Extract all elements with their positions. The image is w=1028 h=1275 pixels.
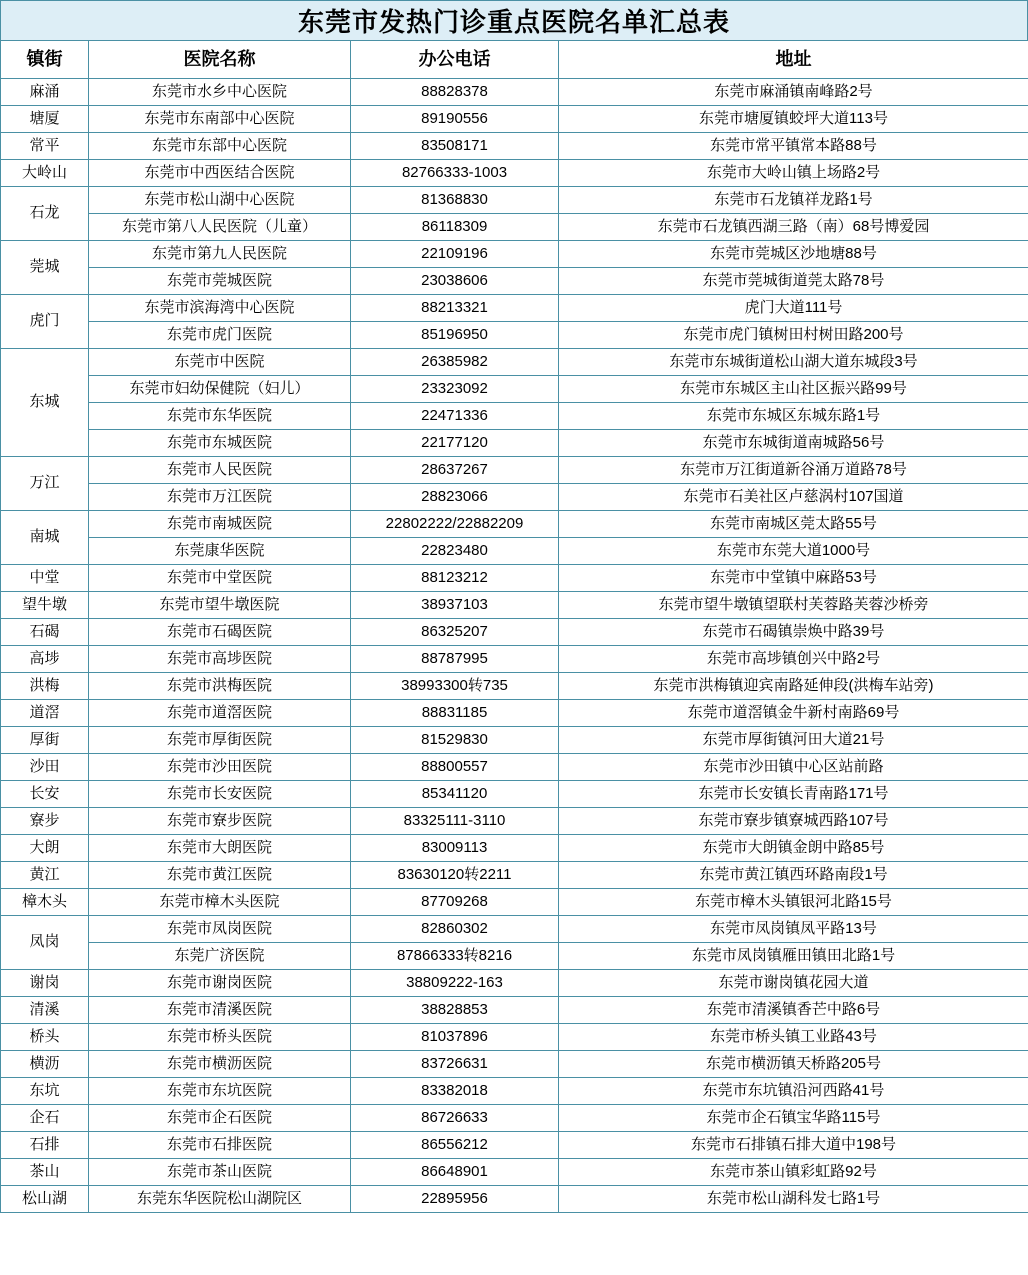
table-row xyxy=(1,835,1028,862)
cell-phone: 81368830 xyxy=(351,187,559,214)
table-row xyxy=(1,214,1028,241)
cell-phone: 83508171 xyxy=(351,133,559,160)
cell-hospital-name: 东莞市沙田医院 xyxy=(89,754,351,781)
table-row xyxy=(1,862,1028,889)
table-row xyxy=(1,403,1028,430)
table-row xyxy=(1,592,1028,619)
cell-town: 东城 xyxy=(1,349,89,457)
cell-hospital-name: 东莞市樟木头医院 xyxy=(89,889,351,916)
table-row xyxy=(1,349,1028,376)
cell-town: 谢岗 xyxy=(1,970,89,997)
cell-address: 东莞市塘厦镇蛟坪大道113号 xyxy=(559,106,1028,133)
cell-phone: 83726631 xyxy=(351,1051,559,1078)
table-row xyxy=(1,970,1028,997)
cell-hospital-name: 东莞市莞城医院 xyxy=(89,268,351,295)
cell-address: 东莞市石龙镇祥龙路1号 xyxy=(559,187,1028,214)
table-row xyxy=(1,1186,1028,1213)
cell-town: 清溪 xyxy=(1,997,89,1024)
cell-phone: 38937103 xyxy=(351,592,559,619)
cell-phone: 83382018 xyxy=(351,1078,559,1105)
cell-town: 石排 xyxy=(1,1132,89,1159)
table-row xyxy=(1,457,1028,484)
cell-address: 虎门大道111号 xyxy=(559,295,1028,322)
cell-address: 东莞市东莞大道1000号 xyxy=(559,538,1028,565)
cell-hospital-name: 东莞市企石医院 xyxy=(89,1105,351,1132)
cell-phone: 83009113 xyxy=(351,835,559,862)
cell-hospital-name: 东莞市虎门医院 xyxy=(89,322,351,349)
cell-hospital-name: 东莞市中西医结合医院 xyxy=(89,160,351,187)
table-row xyxy=(1,511,1028,538)
cell-town: 横沥 xyxy=(1,1051,89,1078)
cell-town: 道滘 xyxy=(1,700,89,727)
cell-phone: 38828853 xyxy=(351,997,559,1024)
cell-address: 东莞市莞城区沙地塘88号 xyxy=(559,241,1028,268)
cell-phone: 23323092 xyxy=(351,376,559,403)
cell-hospital-name: 东莞市第八人民医院（儿童） xyxy=(89,214,351,241)
cell-town: 莞城 xyxy=(1,241,89,295)
cell-hospital-name: 东莞市桥头医院 xyxy=(89,1024,351,1051)
table-row xyxy=(1,1105,1028,1132)
cell-address: 东莞市石排镇石排大道中198号 xyxy=(559,1132,1028,1159)
table-row xyxy=(1,889,1028,916)
table-row xyxy=(1,997,1028,1024)
cell-town: 松山湖 xyxy=(1,1186,89,1213)
cell-hospital-name: 东莞市东华医院 xyxy=(89,403,351,430)
cell-phone: 88828378 xyxy=(351,79,559,106)
cell-town: 麻涌 xyxy=(1,79,89,106)
cell-hospital-name: 东莞市高埗医院 xyxy=(89,646,351,673)
cell-phone: 87866333转8216 xyxy=(351,943,559,970)
cell-town: 沙田 xyxy=(1,754,89,781)
cell-phone: 88831185 xyxy=(351,700,559,727)
table-row xyxy=(1,133,1028,160)
cell-town: 茶山 xyxy=(1,1159,89,1186)
table-row xyxy=(1,700,1028,727)
cell-address: 东莞市道滘镇金牛新村南路69号 xyxy=(559,700,1028,727)
cell-address: 东莞市东城街道南城路56号 xyxy=(559,430,1028,457)
cell-address: 东莞市厚街镇河田大道21号 xyxy=(559,727,1028,754)
cell-hospital-name: 东莞市第九人民医院 xyxy=(89,241,351,268)
cell-town: 樟木头 xyxy=(1,889,89,916)
cell-address: 东莞市凤岗镇雁田镇田北路1号 xyxy=(559,943,1028,970)
cell-town: 长安 xyxy=(1,781,89,808)
table-row xyxy=(1,943,1028,970)
column-header-address: 地址 xyxy=(559,41,1028,79)
table-row xyxy=(1,376,1028,403)
table-row xyxy=(1,484,1028,511)
cell-phone: 88787995 xyxy=(351,646,559,673)
table-row xyxy=(1,1024,1028,1051)
cell-hospital-name: 东莞市水乡中心医院 xyxy=(89,79,351,106)
cell-phone: 88800557 xyxy=(351,754,559,781)
cell-address: 东莞市清溪镇香芒中路6号 xyxy=(559,997,1028,1024)
cell-town: 万江 xyxy=(1,457,89,511)
cell-town: 常平 xyxy=(1,133,89,160)
table-row xyxy=(1,916,1028,943)
cell-phone: 85341120 xyxy=(351,781,559,808)
cell-town: 企石 xyxy=(1,1105,89,1132)
table-row xyxy=(1,646,1028,673)
document-title-bar xyxy=(0,0,1028,40)
cell-hospital-name: 东莞市望牛墩医院 xyxy=(89,592,351,619)
cell-phone: 22471336 xyxy=(351,403,559,430)
table-row xyxy=(1,754,1028,781)
cell-hospital-name: 东莞市大朗医院 xyxy=(89,835,351,862)
cell-address: 东莞市松山湖科发七路1号 xyxy=(559,1186,1028,1213)
cell-address: 东莞市石美社区卢慈涡村107国道 xyxy=(559,484,1028,511)
cell-town: 桥头 xyxy=(1,1024,89,1051)
cell-town: 大朗 xyxy=(1,835,89,862)
cell-phone: 28823066 xyxy=(351,484,559,511)
cell-town: 石碣 xyxy=(1,619,89,646)
cell-address: 东莞市高埗镇创兴中路2号 xyxy=(559,646,1028,673)
cell-address: 东莞市望牛墩镇望联村芙蓉路芙蓉沙桥旁 xyxy=(559,592,1028,619)
table-row xyxy=(1,322,1028,349)
cell-hospital-name: 东莞市南城医院 xyxy=(89,511,351,538)
cell-hospital-name: 东莞市厚街医院 xyxy=(89,727,351,754)
cell-phone: 81529830 xyxy=(351,727,559,754)
cell-hospital-name: 东莞广济医院 xyxy=(89,943,351,970)
cell-address: 东莞市大朗镇金朗中路85号 xyxy=(559,835,1028,862)
cell-address: 东莞市东城区东城东路1号 xyxy=(559,403,1028,430)
cell-hospital-name: 东莞东华医院松山湖院区 xyxy=(89,1186,351,1213)
cell-phone: 86118309 xyxy=(351,214,559,241)
cell-town: 望牛墩 xyxy=(1,592,89,619)
cell-town: 凤岗 xyxy=(1,916,89,970)
table-row xyxy=(1,160,1028,187)
table-body xyxy=(1,79,1028,1213)
cell-hospital-name: 东莞市东坑医院 xyxy=(89,1078,351,1105)
cell-phone: 38809222-163 xyxy=(351,970,559,997)
cell-hospital-name: 东莞市横沥医院 xyxy=(89,1051,351,1078)
cell-hospital-name: 东莞市长安医院 xyxy=(89,781,351,808)
cell-address: 东莞市桥头镇工业路43号 xyxy=(559,1024,1028,1051)
table-row xyxy=(1,295,1028,322)
cell-phone: 87709268 xyxy=(351,889,559,916)
cell-address: 东莞市长安镇长青南路171号 xyxy=(559,781,1028,808)
cell-town: 寮步 xyxy=(1,808,89,835)
cell-hospital-name: 东莞市妇幼保健院（妇儿） xyxy=(89,376,351,403)
cell-hospital-name: 东莞市谢岗医院 xyxy=(89,970,351,997)
cell-hospital-name: 东莞市松山湖中心医院 xyxy=(89,187,351,214)
cell-hospital-name: 东莞市道滘医院 xyxy=(89,700,351,727)
cell-town: 洪梅 xyxy=(1,673,89,700)
cell-address: 东莞市大岭山镇上场路2号 xyxy=(559,160,1028,187)
cell-town: 虎门 xyxy=(1,295,89,349)
cell-address: 东莞市谢岗镇花园大道 xyxy=(559,970,1028,997)
cell-hospital-name: 东莞市凤岗医院 xyxy=(89,916,351,943)
cell-town: 南城 xyxy=(1,511,89,565)
cell-phone: 85196950 xyxy=(351,322,559,349)
cell-address: 东莞市常平镇常本路88号 xyxy=(559,133,1028,160)
cell-hospital-name: 东莞市滨海湾中心医院 xyxy=(89,295,351,322)
cell-town: 厚街 xyxy=(1,727,89,754)
table-row xyxy=(1,1159,1028,1186)
table-row xyxy=(1,79,1028,106)
cell-phone: 23038606 xyxy=(351,268,559,295)
table-row xyxy=(1,430,1028,457)
cell-hospital-name: 东莞市中堂医院 xyxy=(89,565,351,592)
cell-phone: 89190556 xyxy=(351,106,559,133)
cell-hospital-name: 东莞市中医院 xyxy=(89,349,351,376)
cell-address: 东莞市石碣镇崇焕中路39号 xyxy=(559,619,1028,646)
cell-phone: 26385982 xyxy=(351,349,559,376)
cell-hospital-name: 东莞康华医院 xyxy=(89,538,351,565)
cell-address: 东莞市虎门镇树田村树田路200号 xyxy=(559,322,1028,349)
cell-hospital-name: 东莞市石排医院 xyxy=(89,1132,351,1159)
cell-phone: 22895956 xyxy=(351,1186,559,1213)
cell-phone: 83325111-3110 xyxy=(351,808,559,835)
cell-town: 中堂 xyxy=(1,565,89,592)
table-row xyxy=(1,187,1028,214)
table-row xyxy=(1,781,1028,808)
cell-hospital-name: 东莞市清溪医院 xyxy=(89,997,351,1024)
cell-phone: 22823480 xyxy=(351,538,559,565)
cell-phone: 88123212 xyxy=(351,565,559,592)
cell-address: 东莞市沙田镇中心区站前路 xyxy=(559,754,1028,781)
table-row xyxy=(1,106,1028,133)
cell-phone: 82860302 xyxy=(351,916,559,943)
cell-phone: 38993300转735 xyxy=(351,673,559,700)
cell-address: 东莞市莞城街道莞太路78号 xyxy=(559,268,1028,295)
cell-town: 大岭山 xyxy=(1,160,89,187)
cell-phone: 22802222/22882209 xyxy=(351,511,559,538)
cell-phone: 22177120 xyxy=(351,430,559,457)
cell-address: 东莞市凤岗镇凤平路13号 xyxy=(559,916,1028,943)
cell-hospital-name: 东莞市洪梅医院 xyxy=(89,673,351,700)
table-row xyxy=(1,565,1028,592)
hospital-table xyxy=(0,40,1028,1213)
cell-phone: 86726633 xyxy=(351,1105,559,1132)
table-row xyxy=(1,538,1028,565)
cell-town: 石龙 xyxy=(1,187,89,241)
cell-address: 东莞市石龙镇西湖三路（南）68号博爱园 xyxy=(559,214,1028,241)
table-row xyxy=(1,268,1028,295)
cell-town: 东坑 xyxy=(1,1078,89,1105)
cell-hospital-name: 东莞市东南部中心医院 xyxy=(89,106,351,133)
cell-address: 东莞市企石镇宝华路115号 xyxy=(559,1105,1028,1132)
table-row xyxy=(1,673,1028,700)
cell-address: 东莞市茶山镇彩虹路92号 xyxy=(559,1159,1028,1186)
table-row xyxy=(1,1132,1028,1159)
table-row xyxy=(1,727,1028,754)
cell-address: 东莞市东城区主山社区振兴路99号 xyxy=(559,376,1028,403)
table-row xyxy=(1,619,1028,646)
column-header-town: 镇街 xyxy=(1,41,89,79)
cell-address: 东莞市寮步镇寮城西路107号 xyxy=(559,808,1028,835)
table-header-row xyxy=(1,41,1028,79)
cell-phone: 81037896 xyxy=(351,1024,559,1051)
cell-address: 东莞市南城区莞太路55号 xyxy=(559,511,1028,538)
cell-hospital-name: 东莞市东部中心医院 xyxy=(89,133,351,160)
cell-phone: 83630120转2211 xyxy=(351,862,559,889)
cell-phone: 88213321 xyxy=(351,295,559,322)
cell-address: 东莞市东城街道松山湖大道东城段3号 xyxy=(559,349,1028,376)
cell-address: 东莞市万江街道新谷涌万道路78号 xyxy=(559,457,1028,484)
cell-phone: 22109196 xyxy=(351,241,559,268)
table-row xyxy=(1,808,1028,835)
table-row xyxy=(1,1051,1028,1078)
cell-address: 东莞市横沥镇天桥路205号 xyxy=(559,1051,1028,1078)
cell-phone: 28637267 xyxy=(351,457,559,484)
cell-hospital-name: 东莞市万江医院 xyxy=(89,484,351,511)
cell-phone: 86648901 xyxy=(351,1159,559,1186)
cell-town: 高埗 xyxy=(1,646,89,673)
cell-phone: 86325207 xyxy=(351,619,559,646)
cell-hospital-name: 东莞市黄江医院 xyxy=(89,862,351,889)
cell-address: 东莞市黄江镇西环路南段1号 xyxy=(559,862,1028,889)
column-header-hospital-name: 医院名称 xyxy=(89,41,351,79)
table-row xyxy=(1,241,1028,268)
cell-town: 塘厦 xyxy=(1,106,89,133)
cell-hospital-name: 东莞市寮步医院 xyxy=(89,808,351,835)
cell-phone: 82766333-1003 xyxy=(351,160,559,187)
cell-hospital-name: 东莞市东城医院 xyxy=(89,430,351,457)
cell-hospital-name: 东莞市人民医院 xyxy=(89,457,351,484)
cell-hospital-name: 东莞市石碣医院 xyxy=(89,619,351,646)
cell-address: 东莞市洪梅镇迎宾南路延伸段(洪梅车站旁) xyxy=(559,673,1028,700)
column-header-phone: 办公电话 xyxy=(351,41,559,79)
page-title: 东莞市发热门诊重点医院名单汇总表 xyxy=(297,7,730,37)
table-row xyxy=(1,1078,1028,1105)
cell-hospital-name: 东莞市茶山医院 xyxy=(89,1159,351,1186)
cell-address: 东莞市樟木头镇银河北路15号 xyxy=(559,889,1028,916)
table-header xyxy=(1,41,1028,79)
cell-address: 东莞市麻涌镇南峰路2号 xyxy=(559,79,1028,106)
cell-town: 黄江 xyxy=(1,862,89,889)
cell-address: 东莞市东坑镇沿河西路41号 xyxy=(559,1078,1028,1105)
cell-phone: 86556212 xyxy=(351,1132,559,1159)
cell-address: 东莞市中堂镇中麻路53号 xyxy=(559,565,1028,592)
